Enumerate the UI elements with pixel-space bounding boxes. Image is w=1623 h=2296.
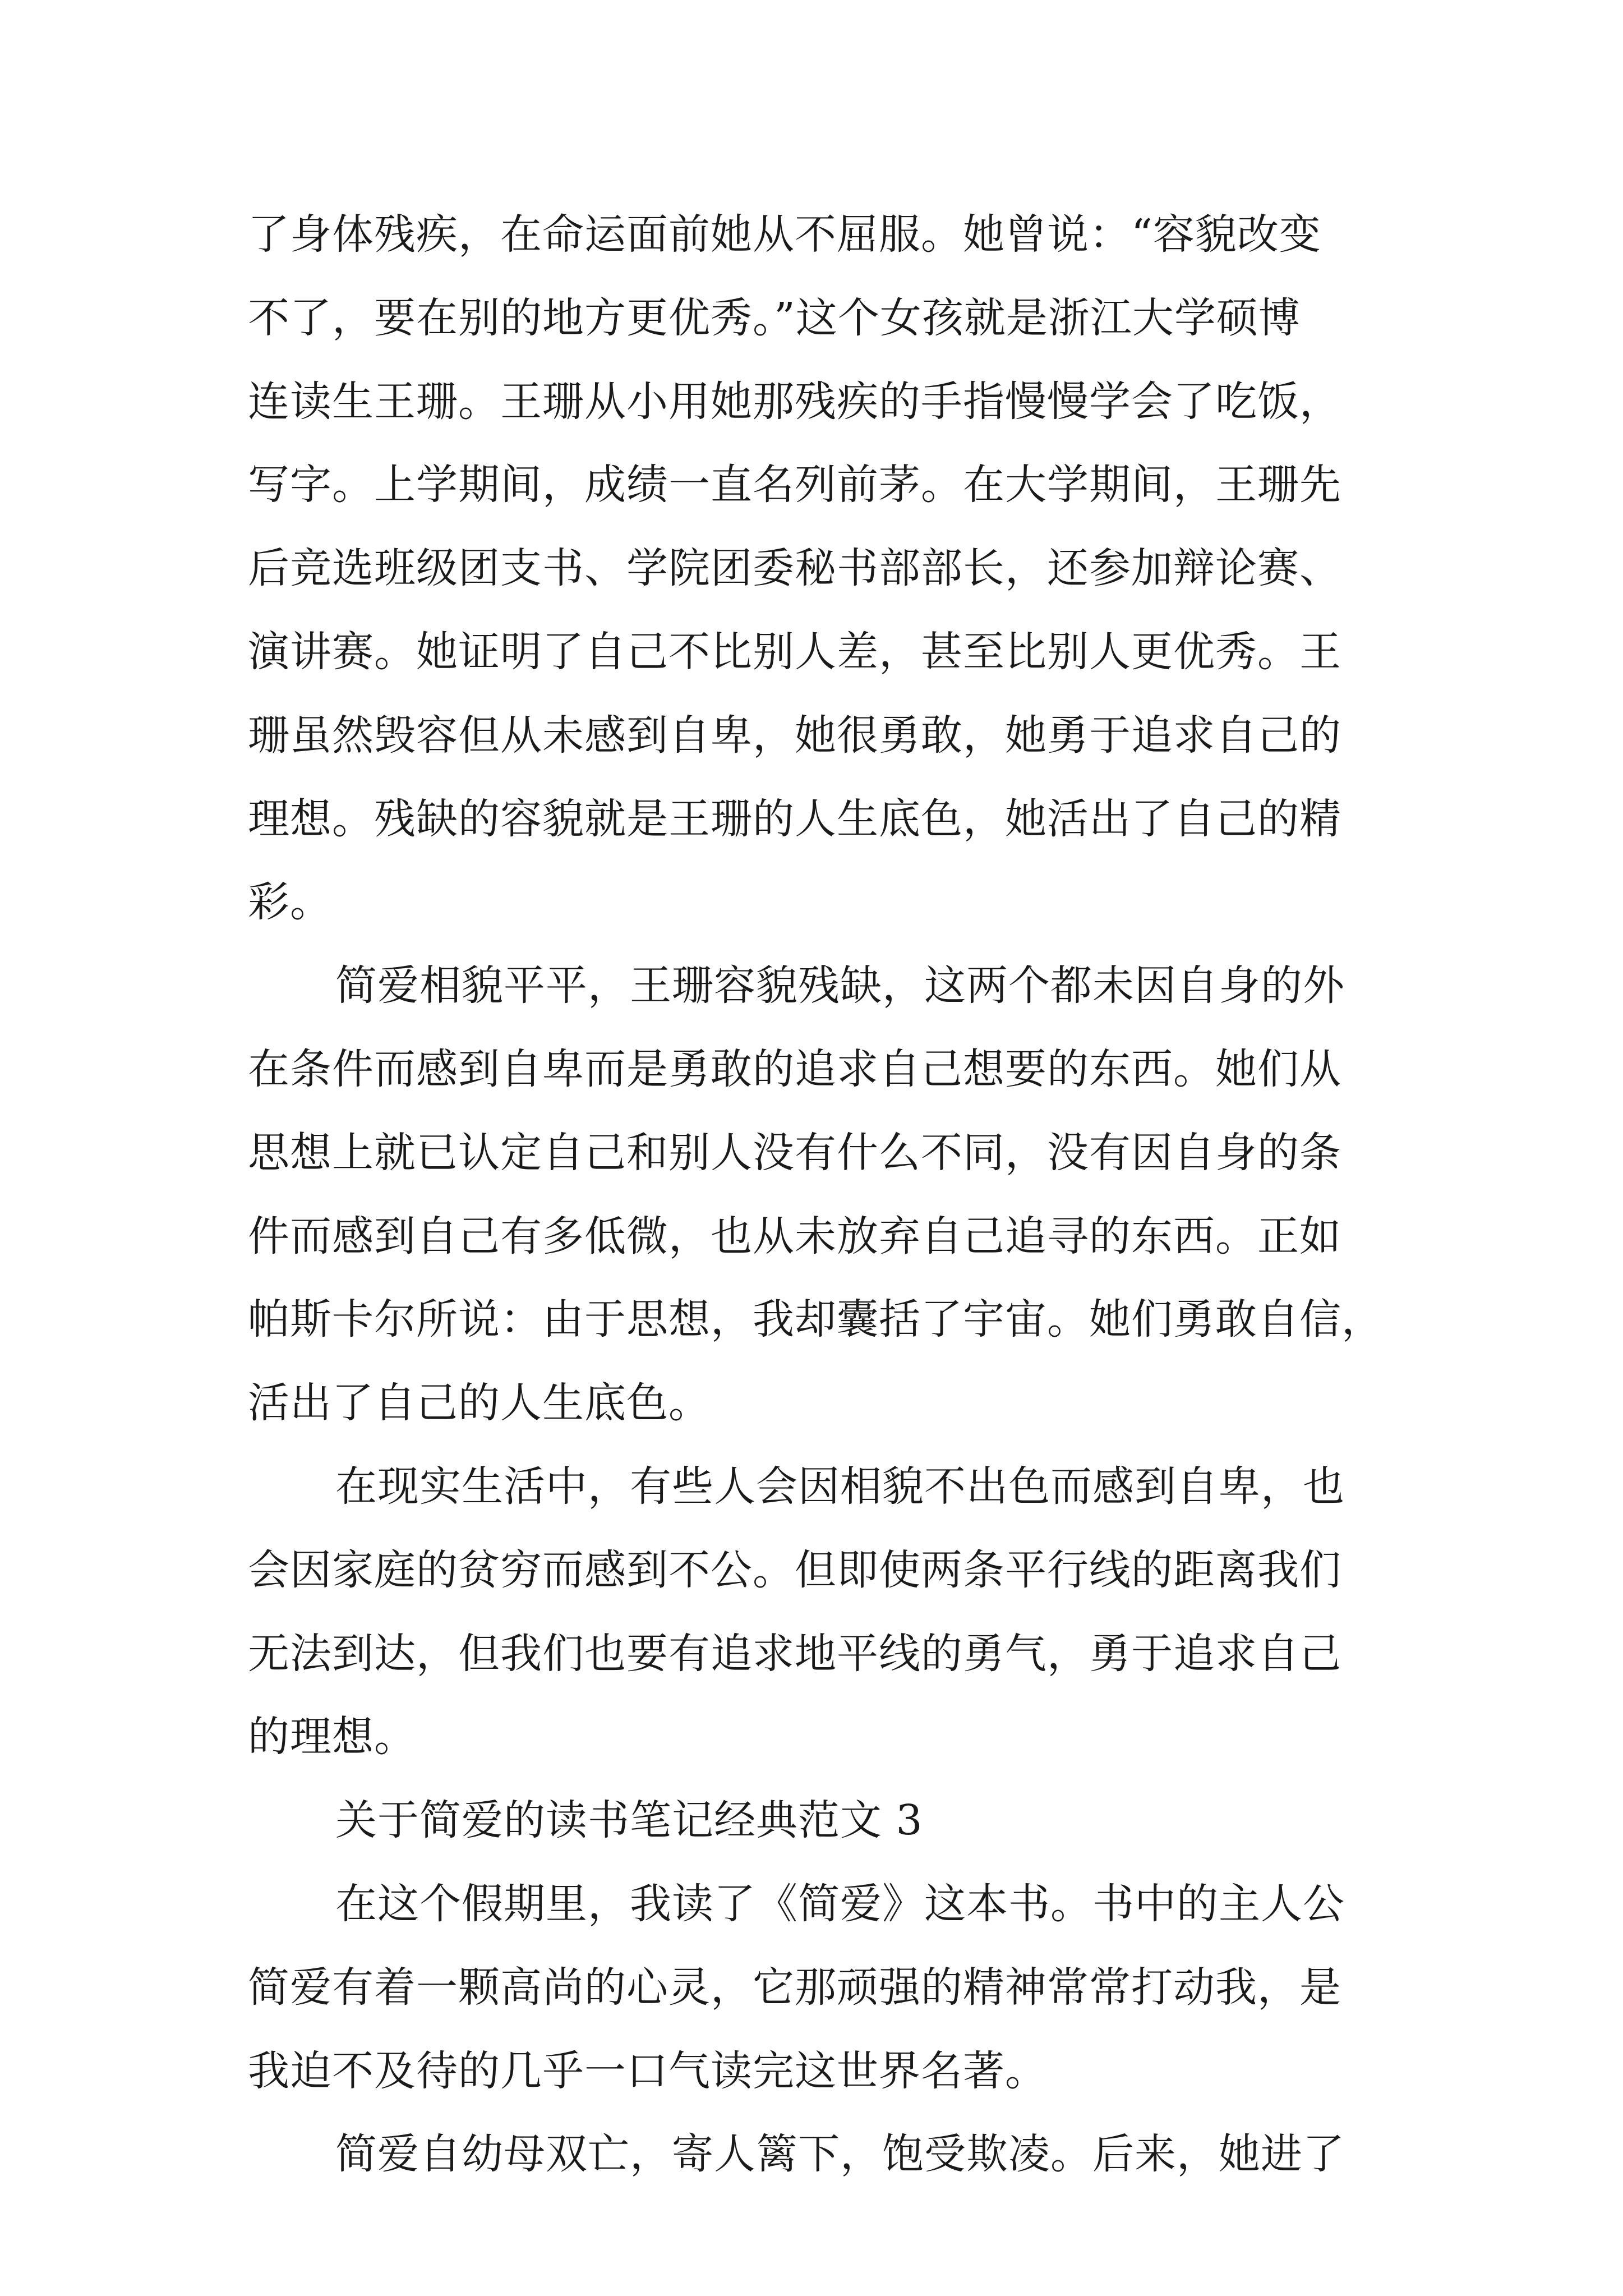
text-line: 不了，要在别的地方更优秀。”这个女孩就是浙江大学硕博 bbox=[248, 294, 1301, 342]
text-line: 帕斯卡尔所说：由于思想，我却囊括了宇宙。她们勇敢自信， bbox=[248, 1295, 1384, 1343]
paragraph-first-line: 在现实生活中，有些人会因相貌不出色而感到自卑，也 bbox=[335, 1462, 1345, 1511]
text-line: 件而感到自己有多低微，也从未放弃自己追寻的东西。正如 bbox=[248, 1212, 1341, 1260]
text-line: 彩。 bbox=[248, 878, 332, 926]
paragraph-first-line: 简爱自幼母双亡，寄人篱下，饱受欺凌。后来，她进了 bbox=[335, 2130, 1345, 2178]
paragraph-first-line: 简爱相貌平平，王珊容貌残缺，这两个都未因自身的外 bbox=[335, 961, 1345, 1010]
text-line: 写字。上学期间，成绩一直名列前茅。在大学期间，王珊先 bbox=[248, 461, 1341, 509]
paragraph-first-line: 在这个假期里，我读了《简爱》这本书。书中的主人公 bbox=[335, 1880, 1345, 1928]
text-line: 理想。残缺的容貌就是王珊的人生底色，她活出了自己的精 bbox=[248, 795, 1341, 843]
text-line: 会因家庭的贫穷而感到不公。但即使两条平行线的距离我们 bbox=[248, 1546, 1341, 1594]
text-line: 思想上就已认定自己和别人没有什么不同，没有因自身的条 bbox=[248, 1129, 1341, 1177]
text-line: 我迫不及待的几乎一口气读完这世界名著。 bbox=[248, 2047, 1047, 2095]
text-line: 在条件而感到自卑而是勇敢的追求自己想要的东西。她们从 bbox=[248, 1045, 1341, 1093]
text-line: 无法到达，但我们也要有追求地平线的勇气，勇于追求自己 bbox=[248, 1630, 1341, 1678]
section-heading: 关于简爱的读书笔记经典范文 3 bbox=[335, 1796, 923, 1844]
text-line: 简爱有着一颗高尚的心灵，它那顽强的精神常常打动我，是 bbox=[248, 1963, 1341, 2012]
text-line: 活出了自己的人生底色。 bbox=[248, 1379, 711, 1427]
text-line: 演讲赛。她证明了自己不比别人差，甚至比别人更优秀。王 bbox=[248, 628, 1341, 676]
text-line: 珊虽然毁容但从未感到自卑，她很勇敢，她勇于追求自己的 bbox=[248, 711, 1341, 760]
text-line: 后竞选班级团支书、学院团委秘书部部长，还参加辩论赛、 bbox=[248, 544, 1341, 592]
text-line: 的理想。 bbox=[248, 1713, 416, 1761]
text-line: 了身体残疾，在命运面前她从不屈服。她曾说：“容貌改变 bbox=[248, 210, 1321, 259]
text-line: 连读生王珊。王珊从小用她那残疾的手指慢慢学会了吃饭， bbox=[248, 378, 1341, 426]
